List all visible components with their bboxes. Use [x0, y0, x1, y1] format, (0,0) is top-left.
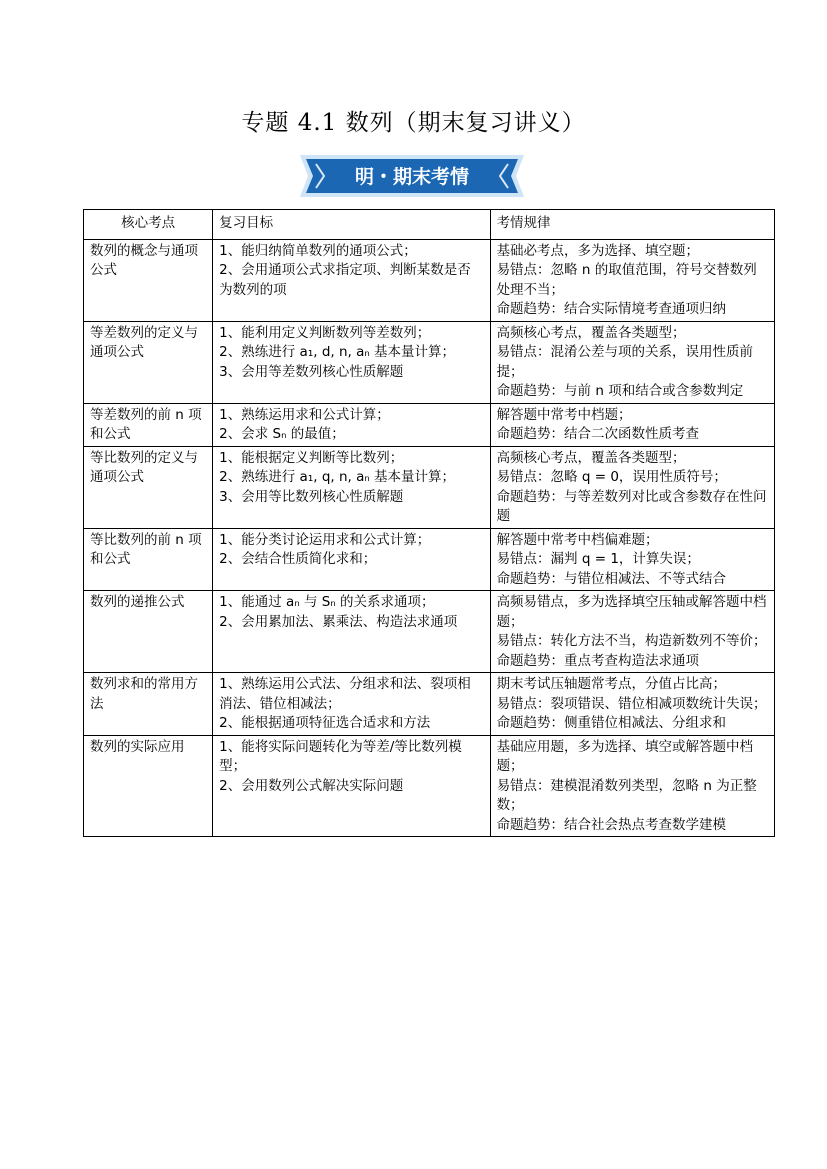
pattern-line: 高频核心考点，覆盖各类题型； [496, 324, 686, 341]
goal-line: 1、能分类讨论运用求和公式计算； [219, 531, 431, 548]
cell-patterns [490, 528, 774, 591]
goal-line: 2、熟练进行 a₁, q, n, aₙ 基本量计算； [219, 469, 456, 485]
table-row [84, 528, 775, 591]
pattern-line: 易错点：裂项错误、错位相减项数统计失误； [496, 695, 767, 712]
goal-line: 2、会用累加法、累乘法、构造法求通项 [219, 613, 458, 630]
cell-goals [213, 591, 490, 673]
pattern-line: 易错点：混淆公差与项的关系，误用性质前提； [496, 344, 754, 380]
cell-topic: 等比数列的定义与通项公式 [84, 446, 213, 528]
table-row [84, 735, 775, 837]
goal-line: 2、会结合性质简化求和； [219, 551, 377, 567]
table-header-row [84, 210, 775, 240]
table-row [84, 321, 775, 403]
pattern-line: 期末考试压轴题常考点，分值占比高； [496, 676, 727, 692]
cell-patterns [490, 735, 774, 837]
cell-goals [213, 673, 490, 736]
cell-topic: 等比数列的前 n 项和公式 [84, 528, 213, 591]
goal-line: 1、能利用定义判断数列等差数列； [219, 324, 431, 341]
goal-line: 2、熟练进行 a₁, d, n, aₙ 基本量计算； [219, 344, 456, 360]
pattern-line: 命题趋势：结合实际情境考查通项归纳 [496, 301, 727, 317]
goal-line: 1、熟练运用求和公式计算； [219, 406, 390, 423]
table-row [84, 591, 775, 673]
pattern-line: 命题趋势：与等差数列对比或含参数存在性问题 [496, 488, 767, 524]
goal-line: 2、能根据通项特征选合适求和方法 [219, 715, 431, 731]
pattern-line: 命题趋势：与前 n 项和结合或含参数判定 [496, 383, 744, 399]
goal-line: 1、能将实际问题转化为等差/等比数列模型； [219, 738, 462, 774]
pattern-line: 命题趋势：结合二次函数性质考查 [496, 426, 700, 442]
pattern-line: 高频核心考点，覆盖各类题型； [496, 449, 686, 466]
goal-line: 3、会用等差数列核心性质解题 [219, 363, 404, 380]
pattern-line: 命题趋势：与错位相减法、不等式结合 [496, 570, 727, 587]
table-row [84, 446, 775, 528]
goal-line: 1、能通过 aₙ 与 Sₙ 的关系求通项； [219, 594, 435, 610]
goal-line: 2、会求 Sₙ 的最值； [219, 426, 345, 442]
pattern-line: 易错点：漏判 q = 1，计算失误； [496, 551, 700, 567]
pattern-line: 命题趋势：侧重错位相减法、分组求和 [496, 715, 727, 731]
header-review-goals: 复习目标 [213, 210, 490, 240]
review-table [83, 209, 775, 837]
pattern-line: 基础必考点，多为选择、填空题； [496, 242, 700, 259]
cell-topic: 数列的概念与通项公式 [84, 239, 213, 321]
cell-topic: 数列的实际应用 [84, 735, 213, 837]
goal-line: 1、熟练运用公式法、分组求和法、裂项相消法、错位相减法； [219, 676, 471, 712]
table-row [84, 673, 775, 736]
header-core-topic: 核心考点 [84, 210, 213, 240]
cell-patterns [490, 591, 774, 673]
pattern-line: 命题趋势：结合社会热点考查数学建模 [496, 816, 727, 833]
cell-patterns [490, 446, 774, 528]
goal-line: 1、能归纳简单数列的通项公式； [219, 242, 417, 259]
table-row [84, 239, 775, 321]
cell-patterns [490, 403, 774, 446]
table-row [84, 403, 775, 446]
banner-graphic [294, 152, 530, 200]
cell-patterns [490, 673, 774, 736]
goal-line: 1、能根据定义判断等比数列； [219, 449, 404, 466]
pattern-line: 高频易错点，多为选择填空压轴或解答题中档题； [496, 594, 767, 630]
pattern-line: 易错点：忽略 n 的取值范围，符号交替数列处理不当； [496, 262, 757, 298]
pattern-line: 易错点：忽略 q = 0，误用性质符号； [496, 469, 727, 485]
cell-topic: 数列的递推公式 [84, 591, 213, 673]
cell-goals [213, 239, 490, 321]
document-title: 专题 4.1 数列（期末复习讲义） [241, 110, 586, 136]
goal-line: 3、会用等比数列核心性质解题 [219, 488, 404, 505]
cell-patterns [490, 321, 774, 403]
pattern-line: 命题趋势：重点考查构造法求通项 [496, 652, 700, 669]
cell-topic: 等差数列的前 n 项和公式 [84, 403, 213, 446]
pattern-line: 易错点：转化方法不当，构造新数列不等价； [496, 633, 767, 649]
cell-goals [213, 735, 490, 837]
pattern-line: 基础应用题，多为选择、填空或解答题中档题； [496, 738, 754, 774]
cell-topic: 等差数列的定义与通项公式 [84, 321, 213, 403]
banner-text: 明・期末考情 [354, 166, 470, 188]
pattern-line: 解答题中常考中档偏难题； [496, 531, 659, 548]
goal-line: 2、会用通项公式求指定项、判断某数是否为数列的项 [219, 262, 471, 298]
cell-goals [213, 403, 490, 446]
cell-goals [213, 528, 490, 591]
pattern-line: 易错点：建模混淆数列类型，忽略 n 为正整数； [496, 777, 757, 813]
header-exam-patterns: 考情规律 [490, 210, 774, 240]
section-banner [294, 152, 530, 200]
cell-goals [213, 321, 490, 403]
goal-line: 2、会用数列公式解决实际问题 [219, 777, 404, 794]
cell-patterns [490, 239, 774, 321]
pattern-line: 解答题中常考中档题； [496, 406, 632, 423]
cell-goals [213, 446, 490, 528]
cell-topic: 数列求和的常用方法 [84, 673, 213, 736]
